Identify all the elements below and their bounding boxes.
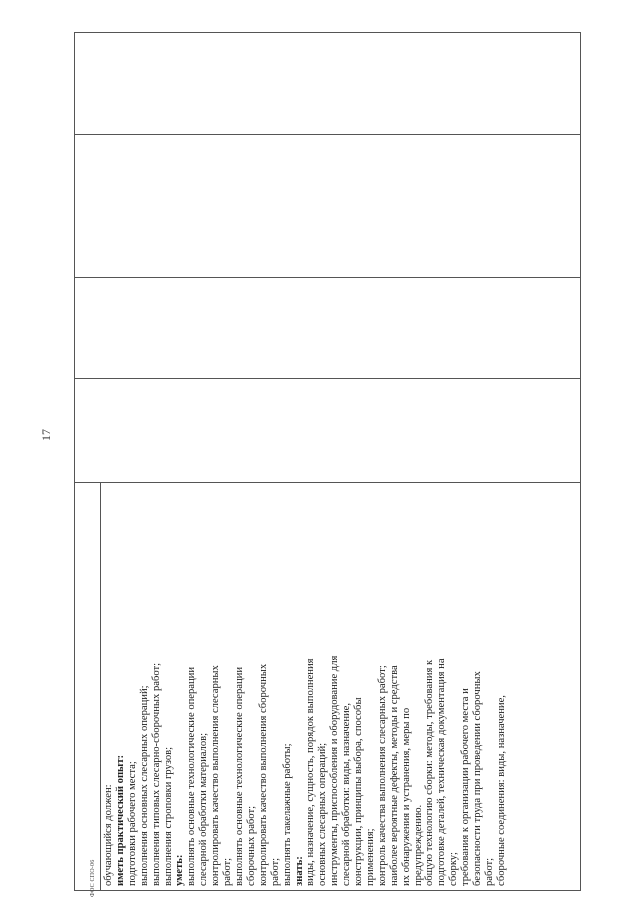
text-line: предупреждению. <box>412 804 424 886</box>
text-line: выполнять основные технологические операции <box>186 666 198 886</box>
text-line: выполнения основных слесарных операций; <box>138 685 150 886</box>
text-line: выполнения строповки грузов; <box>162 746 174 886</box>
text-line: основных слесарных операций; <box>317 742 329 886</box>
table-border-right <box>580 32 581 891</box>
text-line: слесарной обработки материалов; <box>198 732 210 886</box>
text-line: наиболее вероятные дефекты, методы и средства <box>388 665 400 886</box>
table-row-divider-2 <box>74 378 581 379</box>
table-row-divider-3 <box>74 277 581 278</box>
text-line: контролировать качество выполнения сборочных <box>257 663 269 886</box>
text-line: общую технологию сборки: методы, требования к <box>424 659 436 886</box>
text-line: работ; <box>222 857 234 886</box>
text-line: подготовке деталей, техническая документация на <box>436 658 448 886</box>
text-line: подготовки рабочего места; <box>126 761 138 886</box>
section-heading: иметь практический опыт: <box>114 754 126 886</box>
text-line: применения; <box>364 828 376 886</box>
text-line: работ; <box>269 857 281 886</box>
text-line: требования к организации рабочего места и <box>460 688 472 886</box>
competency-text-cell <box>100 482 580 890</box>
text-line: виды, назначение, сущность, порядок выполнения <box>305 658 317 886</box>
table-row-divider-4 <box>74 134 581 135</box>
table-border-left <box>74 32 75 891</box>
text-line: слесарной обработки: виды, назначение, <box>341 702 353 886</box>
text-line: выполнения типовых слесарно-сборочных работ; <box>150 662 162 886</box>
text-line: инструменты, приспособления и оборудование для <box>329 655 341 886</box>
text-line: конструкции, принципы выбора, способы <box>353 697 365 886</box>
section-heading: знать: <box>293 856 305 886</box>
text-line: контролировать качество выполнения слесарных <box>210 665 222 886</box>
text-line: безопасности труда при проведении сборочных <box>472 671 484 886</box>
footer-document-code: ФОС СПО-06 <box>90 859 96 897</box>
text-line: их обнаружения и устранения, меры по <box>400 707 412 886</box>
text-line: сборочные соединения: виды, назначение, <box>495 695 507 886</box>
text-line: выполнять такелажные работы; <box>281 743 293 886</box>
text-line: сборку; <box>448 852 460 886</box>
section-heading: уметь: <box>174 854 186 886</box>
page-number: 17 <box>39 429 53 441</box>
table-border-bottom <box>74 890 581 891</box>
text-line: работ; <box>484 857 495 886</box>
table-border-top <box>74 32 581 33</box>
text-line: обучающийся должен: <box>103 784 114 886</box>
text-line: контроль качества выполнения слесарных работ; <box>376 665 388 886</box>
text-line: сборочных работ; <box>245 805 257 886</box>
text-line: выполнять основные технологические операции <box>233 666 245 886</box>
